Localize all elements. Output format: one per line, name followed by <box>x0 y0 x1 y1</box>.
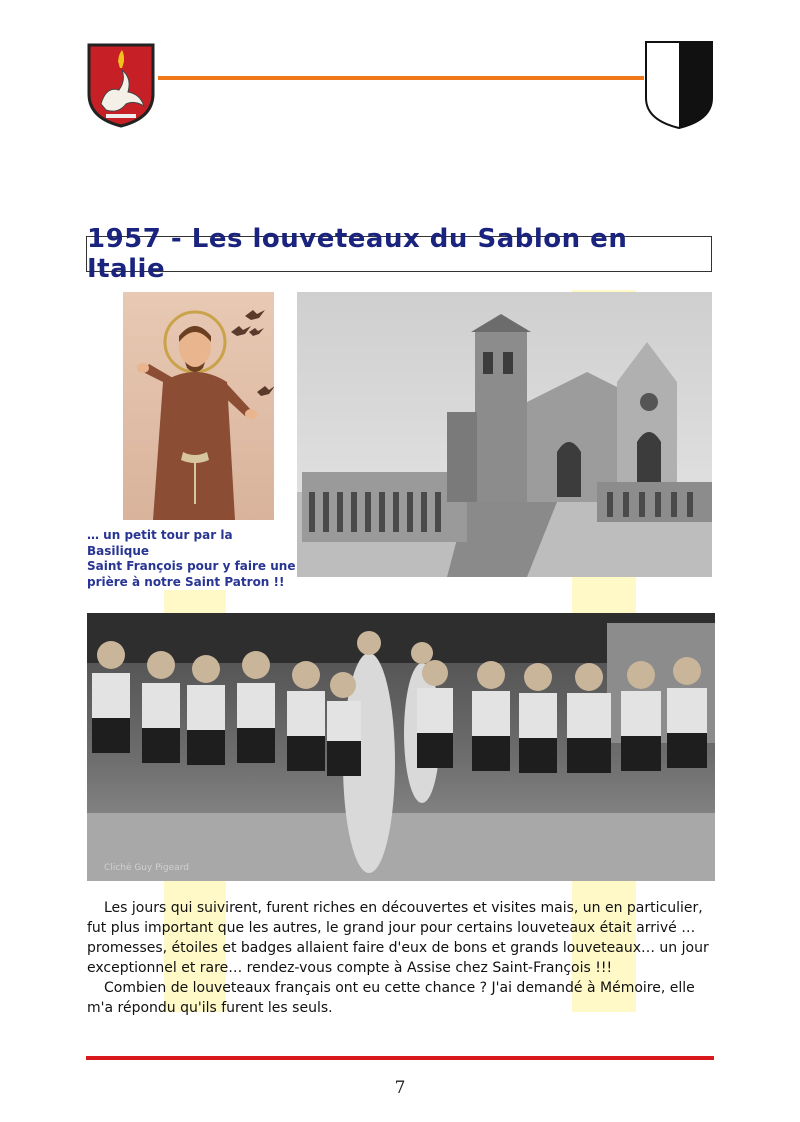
page-number: 7 <box>394 1078 406 1098</box>
saint-francis-painting <box>123 292 274 520</box>
footer-red-rule <box>86 1056 714 1060</box>
basilica-caption <box>87 528 297 590</box>
body-paragraph: Les jours qui suivirent, furent riches en découvertes et visites mais, un en particulier, fut plus important que les autres, le grand jour pour certains louveteaux était arrivé … promesses, étoiles et badges allaient faire d'eux de bons et grands louveteaux… un jour exceptionnel et rare… rendez-vous compte à Assise chez Saint-François !!! <box>87 900 709 976</box>
basilica-photo <box>297 292 712 577</box>
body-paragraph: Combien de louveteaux français ont eu cette chance ? J'ai demandé à Mémoire, elle m'a répondu qu'ils furent les seuls. <box>87 980 695 1016</box>
photo-credit: Cliché Guy Pigeard <box>104 863 189 873</box>
cub-scouts-group-photo <box>87 613 715 881</box>
title-box <box>86 224 712 284</box>
caption-line: Saint François pour y faire une <box>87 559 296 573</box>
header-orange-rule <box>158 76 644 80</box>
right-crest-icon <box>644 40 714 130</box>
caption-line: prière à notre Saint Patron !! <box>87 574 285 589</box>
page-title: 1957 - Les louveteaux du Sablon en Italie <box>87 224 628 284</box>
left-crest-icon <box>86 42 156 128</box>
caption-line: … un petit tour par la Basilique <box>87 528 233 558</box>
body-text <box>87 898 715 1018</box>
